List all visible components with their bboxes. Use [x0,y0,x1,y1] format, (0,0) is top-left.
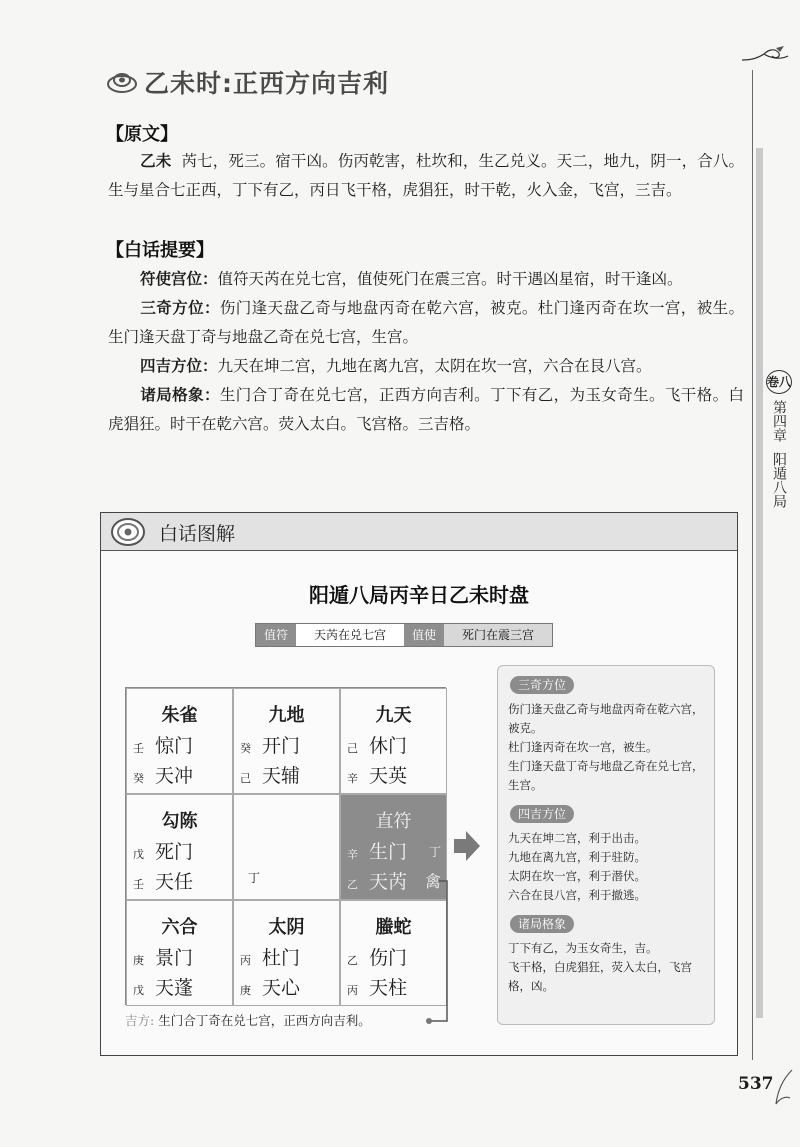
palace-cell [340,688,447,794]
zhishi-value: 死门在震三宫 [444,624,552,646]
vernacular-item-label: 三奇方位： [140,298,220,317]
heaven-stem: 癸 [240,742,251,755]
star-name: 天柱 [369,977,408,999]
list-item: 丁下有乙，为玉女奇生，吉。 [508,941,658,955]
siji-pill: 四吉方位 [510,805,574,823]
palace-cell [233,900,340,1006]
chart-title: 阳遁八局丙辛日乙未时盘 [309,583,529,607]
palace-cell [126,794,233,900]
vernacular-heading: 【白话提要】 [106,240,214,261]
door-name: 死门 [155,841,194,863]
list-item: 飞干格，白虎猖狂，荧入太白，飞宫格，凶。 [508,960,692,993]
deity-name: 六合 [161,917,198,938]
zhishi-label: 值使 [404,624,444,646]
original-lead: 乙未 [140,151,172,170]
heaven-stem: 戊 [133,848,144,861]
vernacular-item-zhuju [108,380,744,439]
star-name: 天英 [369,765,408,787]
volume-badge: 卷八 [766,370,792,394]
vernacular-item-text: 生门合丁奇在兑七宫，正西方向吉利。丁下有乙，为玉女奇生。飞干格。白虎猖狂。时干在乾六宫。荧入太白。飞宫格。三吉格。 [108,386,744,433]
original-text: 芮七，死三。宿干凶。伤丙乾害，杜坎和，生乙兑义。天二，地九，阴一，合八。生与星合七正西，丁下有乙，丙日飞干格，虎猖狂，时干乾，火入金，飞宫，三吉。 [108,152,744,199]
illustration-header-title: 白话图解 [159,523,236,545]
original-paragraph [108,146,744,205]
list-item: 杜门逢丙奇在坎一宫，被生。 [508,740,658,754]
list-item: 九天在坤二宫，利于出击。 [508,831,646,845]
page-title: 乙未时:正西方向吉利 [144,69,389,98]
list-item: 太阴在坎一宫，利于潜伏。 [508,869,646,883]
door-name: 开门 [262,735,301,757]
zhuju-list [508,939,704,996]
door-name: 休门 [369,735,408,757]
chapter-side-tab [764,370,794,508]
deity-name: 九地 [268,705,305,726]
arrow-right-icon [454,831,480,861]
star-name: 天芮 [369,871,408,893]
earth-stem: 丙 [347,984,358,997]
sanqi-list [508,700,704,795]
heaven-stem-extra: 丁 [429,845,442,859]
deity-name: 太阴 [268,917,305,938]
earth-stem: 辛 [347,772,358,785]
flourish-ornament-icon [740,44,790,66]
heaven-stem: 庚 [133,954,144,967]
section-label: 阳遁八局 [771,452,787,508]
palace-cell [233,688,340,794]
earth-stem: 戊 [133,984,144,997]
deity-name: 直符 [375,811,412,832]
section-title-row [106,64,389,100]
palace-cell-highlighted [340,794,447,900]
star-name: 天辅 [262,765,301,787]
footer-text: 生门合丁奇在兑七宫，正西方向吉利。 [158,1013,371,1028]
legend-bar [255,623,553,647]
list-item: 六合在艮八宫，利于撤逃。 [508,888,646,902]
earth-stem: 庚 [240,984,251,997]
earth-stem: 壬 [133,878,144,891]
deity-name: 勾陈 [161,811,198,832]
palace-cell [126,900,233,1006]
star-name: 天心 [262,977,301,999]
center-stem: 丁 [248,871,261,885]
zhifu-value: 天芮在兑七宫 [296,624,404,646]
footer-label: 吉方: [125,1013,155,1028]
cloud-ornament-icon [106,68,138,96]
side-gray-bar [756,148,763,1018]
nine-palace-grid [125,687,446,1005]
star-name: 天任 [155,871,194,893]
star-extra: 禽 [425,872,442,891]
vernacular-item-siji [108,351,744,381]
illustration-box [100,512,738,1056]
palace-cell [126,688,233,794]
vernacular-item-text: 值符天芮在兑七宫，值使死门在震三宫。时干遇凶星宿，时干逢凶。 [217,270,683,288]
door-name: 杜门 [262,947,301,969]
auspicious-direction-note [125,1011,485,1029]
list-item: 生门逢天盘丁奇与地盘乙奇在兑七宫，生宫。 [508,759,704,792]
siji-list [508,829,704,905]
door-name: 惊门 [155,735,194,757]
door-name: 伤门 [369,947,408,969]
page-number: 537 [738,1074,774,1094]
earth-stem: 己 [240,772,251,785]
vernacular-item-fushi [108,264,744,294]
list-item: 伤门逢天盘乙奇与地盘丙奇在乾六宫，被克。 [508,702,704,735]
vernacular-item-label: 诸局格象： [140,385,220,404]
heaven-stem: 丙 [240,954,251,967]
info-panel [497,665,715,1025]
door-name: 生门 [369,841,408,863]
deity-name: 螣蛇 [375,917,412,938]
heaven-stem: 乙 [347,954,358,967]
deity-name: 九天 [375,705,412,726]
star-name: 天冲 [155,765,194,787]
sanqi-pill: 三奇方位 [510,676,574,694]
earth-stem: 乙 [347,878,358,891]
earth-stem: 癸 [133,772,144,785]
original-heading: 【原文】 [106,124,178,145]
heaven-stem: 己 [347,742,358,755]
page-margin-line [752,70,753,1060]
vernacular-item-label: 四吉方位： [140,356,218,375]
heaven-stem: 辛 [347,848,358,861]
emblem-icon [109,516,147,548]
vernacular-item-text: 伤门逢天盘乙奇与地盘丙奇在乾六宫，被克。杜门逢丙奇在坎一宫，被生。生门逢天盘丁奇与地盘乙奇在兑七宫，生宫。 [108,299,744,346]
star-name: 天蓬 [155,977,194,999]
illustration-header [101,513,737,551]
vernacular-item-sanqi [108,293,744,352]
chapter-label: 第四章 [771,400,787,442]
vernacular-item-label: 符使宫位： [140,269,218,288]
zhifu-label: 值符 [256,624,296,646]
deity-name: 朱雀 [161,705,198,726]
door-name: 景门 [155,947,194,969]
heaven-stem: 壬 [133,742,144,755]
palace-cell [340,900,447,1006]
zhuju-pill: 诸局格象 [510,915,574,933]
flourish-ornament-icon [770,1068,796,1108]
list-item: 九地在离九宫，利于驻防。 [508,850,646,864]
vernacular-item-text: 九天在坤二宫，九地在离九宫，太阴在坎一宫，六合在艮八宫。 [217,357,652,375]
palace-cell-center [233,794,340,900]
